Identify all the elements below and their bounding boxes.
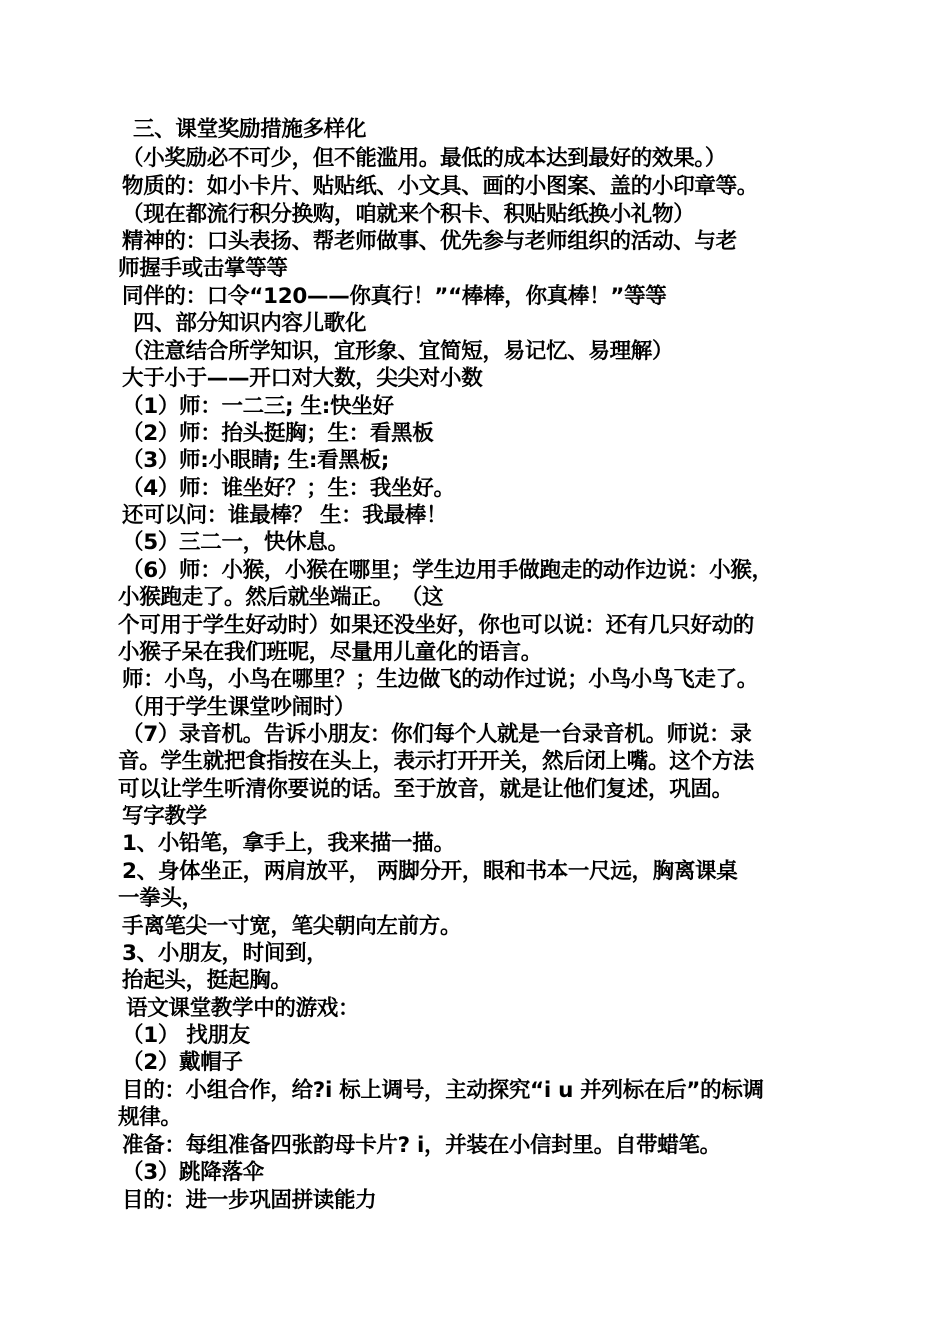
text-line: （7）录音机。告诉小朋友：你们每个人就是一台录音机。师说：录 [122,722,752,747]
text-line: （2）师：抬头挺胸；生：看黑板 [122,421,434,446]
text-line: 一拳头， [118,886,203,911]
section-heading-rhymes: 四、部分知识内容儿歌化 [133,311,367,336]
text-line: 师握手或击掌等等 [118,256,288,281]
text-line: （小奖励必不可少，但不能滥用。最低的成本达到最好的效果。） [122,146,727,171]
text-line: （3）师:小眼睛; 生:看黑板; [122,448,390,473]
text-line: 个可用于学生好动时）如果还没坐好，你也可以说：还有几只好动的 [118,613,755,638]
text-line: （6）师：小猴，小猴在哪里；学生边用手做跑走的动作边说：小猴， [122,558,773,583]
text-line: （5）三二一，快休息。 [122,530,349,555]
section-heading-rewards: 三、课堂奖励措施多样化 [133,117,367,142]
text-line: （4）师：谁坐好？；生：我坐好。 [122,476,455,501]
text-line: 规律。 [118,1105,182,1130]
text-line: （现在都流行积分换购，咱就来个积卡、积贴贴纸换小礼物） [122,202,695,227]
text-line: 目的：进一步巩固拼读能力 [122,1188,377,1213]
text-line: （1）师：一二三; 生:快坐好 [122,394,394,419]
text-line: 还可以问：谁最棒？ 生：我最棒！ [122,503,448,528]
text-line: 师：小鸟，小鸟在哪里？；生边做飞的动作过说；小鸟小鸟飞走了。 [122,667,759,692]
text-line: 抬起头，挺起胸。 [122,968,292,993]
text-line: （1） 找朋友 [122,1023,250,1048]
text-line: 物质的：如小卡片、贴贴纸、小文具、画的小图案、盖的小印章等。 [122,174,759,199]
text-line: 同伴的：口令“120——你真行！”“棒棒，你真棒！”等等 [122,284,667,309]
text-line: （2）戴帽子 [122,1050,243,1075]
text-line: （注意结合所学知识，宜形象、宜简短，易记忆、易理解） [122,339,674,364]
text-line: （3）跳降落伞 [122,1160,264,1185]
text-line: 2、身体坐正，两肩放平， 两脚分开，眼和书本一尺远，胸离课桌 [122,859,738,884]
text-line: 音。学生就把食指按在头上，表示打开开关，然后闭上嘴。这个方法 [118,749,755,774]
text-line: 手离笔尖一寸宽，笔尖朝向左前方。 [122,914,462,939]
text-line: 小猴跑走了。然后就坐端正。 （这 [118,585,444,610]
text-line: 可以让学生听清你要说的话。至于放音，就是让他们复述，巩固。 [118,777,733,802]
text-line: 精神的：口头表扬、帮老师做事、优先参与老师组织的活动、与老 [122,229,737,254]
section-heading-writing: 写字教学 [122,804,207,829]
section-heading-games: 语文课堂教学中的游戏： [126,996,360,1021]
text-line: 3、小朋友，时间到， [122,941,328,966]
text-line: 大于小于——开口对大数，尖尖对小数 [122,366,483,391]
text-line: 小猴子呆在我们班呢，尽量用儿童化的语言。 [118,640,543,665]
text-line: （用于学生课堂吵闹时） [122,695,356,720]
text-line: 目的：小组合作，给?i 标上调号，主动探究“i u 并列标在后”的标调 [122,1078,764,1103]
text-line: 准备：每组准备四张韵母卡片? i，并装在小信封里。自带蜡笔。 [122,1133,721,1158]
text-line: 1、小铅笔，拿手上，我来描一描。 [122,831,455,856]
